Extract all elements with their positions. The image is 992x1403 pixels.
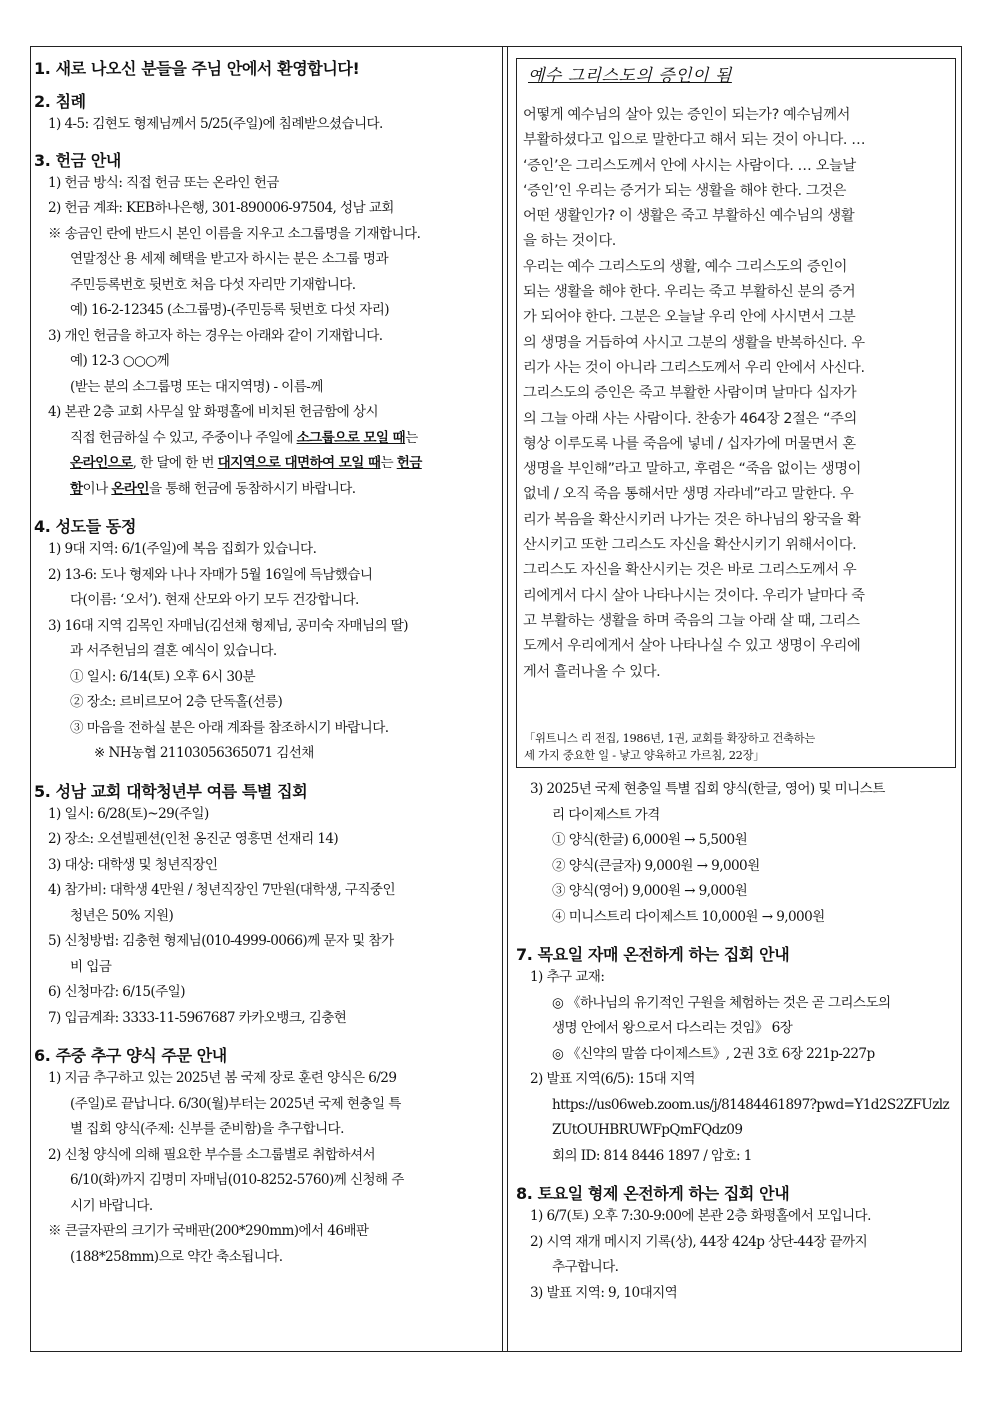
right-column-lower	[516, 777, 956, 1347]
section-title: 4. 성도들 동정	[34, 517, 137, 536]
emphasis-text: 함	[70, 480, 83, 497]
section-material-price	[516, 777, 956, 930]
note-line: (188*258mm)으로 약간 축소됩니다.	[70, 1248, 283, 1265]
text-span: 는	[405, 429, 418, 446]
list-item: 6) 신청마감: 6/15(주일)	[48, 984, 185, 1000]
quote-line: 되는 생활을 해야 한다. 우리는 죽고 부활하신 분의 증거	[523, 284, 856, 301]
list-item: 1) 헌금 방식: 직접 헌금 또는 온라인 헌금	[48, 174, 279, 191]
list-item: 1) 추구 교재:	[530, 969, 605, 985]
quote-line: 생명을 부인해”라고 말하고, 후렴은 “죽음 없이는 생명이	[523, 461, 862, 478]
quote-line: 형상 이루도록 나를 죽음에 넣네 / 십자가에 머물면서 혼	[523, 435, 856, 452]
section-material-order	[34, 1043, 492, 1270]
list-item: 4) 참가비: 대학생 4만원 / 청년직장인 7만원(대학생, 구직중인	[48, 882, 395, 898]
left-column	[34, 56, 492, 1346]
list-item-continued: 리 다이제스트 가격	[552, 806, 660, 823]
text-span: 직접 헌금하실 수 있고, 주중이나 주일에	[70, 429, 297, 446]
section-title: 3. 헌금 안내	[34, 150, 121, 170]
section-title: 5. 성남 교회 대학청년부 여름 특별 집회	[34, 781, 308, 801]
list-item: 2) 헌금 계좌: KEB하나은행, 301-890006-97504, 성남 교회	[48, 200, 394, 216]
section-title: 1. 새로 나오신 분들을 주님 안에서 환영합니다!	[34, 59, 360, 78]
price-item: ② 양식(큰글자) 9,000원 → 9,000원	[552, 857, 760, 874]
list-item-continued: (주일)로 끝납니다. 6/30(월)부터는 2025년 국제 현충일 특	[70, 1095, 401, 1112]
text-span: 이나	[82, 480, 112, 497]
reference-line: 세 가지 중요한 일 - 낳고 양육하고 가르침, 22장」	[524, 748, 765, 762]
account-line: ※ NH농협 21103056365071 김선채	[94, 745, 314, 761]
example-line: (받는 분의 소그룹명 또는 대지역명) - 이름-께	[70, 378, 323, 395]
emphasis-text: 대지역으로 대면하여 모일 때	[217, 455, 381, 471]
quote-line: 가 되어야 한다. 그분은 오늘날 우리 안에 사시면서 그분	[523, 309, 856, 326]
list-item-continued: 다(이름: ‘오서’). 현재 산모와 아기 모두 건강합니다.	[70, 592, 359, 608]
section-title: 2. 침례	[34, 92, 86, 111]
emphasis-text: 온라인으로	[70, 455, 133, 471]
list-item: 3) 개인 헌금을 하고자 하는 경우는 아래와 같이 기재합니다.	[48, 327, 383, 344]
section-brothers-meeting	[516, 1181, 956, 1306]
section-title: 6. 주중 추구 양식 주문 안내	[34, 1046, 227, 1065]
list-item: 2) 신청 양식에 의해 필요한 부수를 소그룹별로 취합하셔서	[48, 1146, 376, 1163]
quote-line: 을 하는 것이다.	[523, 233, 616, 250]
list-item-continued: 추구합니다.	[552, 1259, 619, 1275]
quote-reference	[524, 730, 817, 764]
column-divider-right	[507, 46, 508, 1352]
meeting-id: 회의 ID: 814 8446 1897 / 암호: 1	[552, 1147, 752, 1164]
note-line: ※ 송금인 란에 반드시 본인 이름을 지우고 소그룹명을 기재합니다.	[48, 225, 421, 242]
list-item-continued: 청년은 50% 지원)	[70, 907, 174, 924]
quote-line: 도께서 우리에게서 살아 나타나실 수 있고 생명이 우리에	[523, 638, 861, 655]
sub-item: ② 장소: 르비르모어 2층 단독홀(선릉)	[70, 694, 283, 710]
price-item: ① 양식(한글) 6,000원 → 5,500원	[552, 832, 748, 848]
list-item: 7) 입금계좌: 3333-11-5967687 카카오뱅크, 김충현	[48, 1009, 347, 1026]
quote-line: 산시키고 또한 그리스도 자신을 확산시키기 위해서이다.	[523, 537, 857, 554]
quote-line: ‘증인’은 그리스도께서 안에 사시는 사람이다. … 오늘날	[523, 157, 856, 174]
list-item: 1) 지금 추구하고 있는 2025년 봄 국제 장로 훈련 양식은 6/29	[48, 1070, 397, 1086]
section-title: 7. 목요일 자매 온전하게 하는 집회 안내	[516, 945, 790, 964]
note-line: 주민등록번호 뒷번호 처음 다섯 자리만 기재합니다.	[70, 276, 356, 293]
quote-line: 그리스도 자신을 확산시키는 것은 바로 그리스도께서 우	[523, 562, 857, 579]
quote-line: ‘증인’인 우리는 증거가 되는 생활을 해야 한다. 그것은	[523, 182, 847, 199]
quote-line: 리에게서 다시 살아 나타나시는 것이다. 우리가 날마다 죽	[523, 587, 865, 604]
price-item: ③ 양식(영어) 9,000원 → 9,000원	[552, 883, 748, 899]
book-item: ◎ 《신약의 말씀 다이제스트》, 2권 3호 6장 221p-227p	[552, 1045, 875, 1062]
book-item: ◎ 《하나님의 유기적인 구원을 체험하는 것은 곧 그리스도의	[552, 994, 891, 1011]
book-item-continued: 생명 안에서 왕으로서 다스리는 것임》 6장	[552, 1020, 793, 1036]
quote-title: 예수 그리스도의 증인이 됨	[528, 66, 732, 86]
section-sisters-meeting	[516, 942, 956, 1169]
quote-line: 고 부활하는 생활을 하며 죽음의 그늘 아래 살 때, 그리스	[523, 612, 860, 629]
section-baptism	[34, 89, 492, 138]
list-item: 2) 13-6: 도나 형제와 나나 자매가 5월 16일에 득남했습니	[48, 566, 373, 583]
quote-line: 리가 복음을 확산시키러 나가는 것은 하나님의 왕국을 확	[523, 511, 861, 528]
emphasis-text: 헌금	[396, 455, 422, 471]
list-item-continued: 시기 바랍니다.	[70, 1197, 153, 1214]
list-item: 3) 발표 지역: 9, 10대지역	[530, 1284, 678, 1301]
list-item-continued: 과 서주헌님의 결혼 예식이 있습니다.	[70, 643, 277, 659]
list-item-continued	[34, 451, 492, 477]
text-span: 을 통해 헌금에 동참하시기 바랍니다.	[148, 480, 356, 497]
sub-item: ① 일시: 6/14(토) 오후 6시 30분	[70, 668, 255, 685]
text-span: 는	[380, 455, 397, 471]
emphasis-text: 온라인	[111, 480, 149, 497]
section-title: 8. 토요일 형제 온전하게 하는 집회 안내	[516, 1184, 790, 1203]
quote-line: 의 생명을 거듭하여 사시고 그분의 생활을 반복하신다. 우	[523, 334, 865, 351]
example-line: 예) 12-3 ○○○께	[70, 353, 170, 369]
quote-line: 그리스도의 증인은 죽고 부활한 사람이며 날마다 십자가	[523, 385, 857, 402]
list-item-continued	[34, 477, 492, 503]
list-item: 2) 발표 지역(6/5): 15대 지역	[530, 1071, 695, 1087]
quote-line: 의 그늘 아래 사는 사람이다. 찬송가 464장 2절은 “주의	[523, 410, 857, 427]
note-line: 연말정산 용 세제 혜택을 받고자 하시는 분은 소그룹 명과	[70, 251, 388, 267]
quote-line: 없네 / 오직 죽음 통해서만 생명 자라네”라고 말한다. 우	[523, 486, 854, 503]
text-span: , 한 달에 한 번	[132, 455, 218, 471]
quote-line: 어떤 생활인가? 이 생활은 죽고 부활하신 예수님의 생활	[523, 208, 855, 225]
note-line: ※ 큰글자판의 크기가 국배판(200*290mm)에서 46배판	[48, 1223, 369, 1239]
section-offering	[34, 148, 492, 503]
quote-line: 게서 흘러나올 수 있다.	[523, 663, 661, 680]
list-item: 3) 대상: 대학생 및 청년직장인	[48, 856, 218, 873]
section-welcome	[34, 56, 492, 79]
list-item: 1) 9대 지역: 6/1(주일)에 복음 집회가 있습니다.	[48, 541, 317, 557]
list-item-continued: 비 입금	[70, 958, 112, 975]
section-summer-conference	[34, 779, 492, 1032]
quote-body	[523, 103, 951, 685]
list-item: 4) 본관 2층 교회 사무실 앞 화평홀에 비치된 헌금함에 상시	[48, 404, 378, 420]
list-item-continued: 별 집회 양식(주제: 신부를 준비함)을 추구합니다.	[70, 1121, 344, 1137]
list-item: 3) 16대 지역 김목인 자매님(김선채 형제님, 공미숙 자매님의 딸)	[48, 617, 408, 634]
emphasis-text: 소그룹으로 모일 때	[296, 429, 406, 446]
zoom-link-continued[interactable]: ZUtOUHBRUWFpQmFQdz09	[552, 1122, 743, 1138]
list-item: 1) 6/7(토) 오후 7:30-9:00에 본관 2층 화평홀에서 모입니다.	[530, 1208, 871, 1224]
list-item-continued: 6/10(화)까지 김명미 자매님(010-8252-5760)께 신청해 주	[70, 1172, 404, 1188]
list-item: 2) 장소: 오션빌펜션(인천 옹진군 영흥면 선재리 14)	[48, 831, 339, 847]
list-item: 1) 일시: 6/28(토)~29(주일)	[48, 805, 209, 822]
sub-item: ③ 마음을 전하실 분은 아래 계좌를 참조하시기 바랍니다.	[70, 719, 389, 736]
quote-line: 어떻게 예수님의 살아 있는 증인이 되는가? 예수님께서	[523, 107, 851, 123]
quote-line: 우리는 예수 그리스도의 생활, 예수 그리스도의 증인이	[523, 258, 848, 275]
column-divider-left	[502, 46, 503, 1352]
quote-line: 리가 사는 것이 아니라 그리스도께서 우리 안에서 사신다.	[523, 359, 865, 376]
list-item: 1) 4-5: 김현도 형제님께서 5/25(주일)에 침례받으셨습니다.	[48, 116, 383, 132]
quote-line: 부활하셨다고 입으로 말한다고 해서 되는 것이 아니다. …	[523, 132, 866, 149]
price-item: ④ 미니스트리 다이제스트 10,000원 → 9,000원	[552, 908, 825, 925]
list-item: 5) 신청방법: 김충현 형제님(010-4999-0066)께 문자 및 참가	[48, 933, 394, 949]
example-line: 예) 16-2-12345 (소그룹명)-(주민등록 뒷번호 다섯 자리)	[70, 302, 389, 318]
list-item-continued	[34, 426, 492, 452]
list-item: 2) 시역 재개 메시지 기록(상), 44장 424p 상단-44장 끝까지	[530, 1233, 868, 1250]
section-member-news	[34, 514, 492, 767]
zoom-link[interactable]: https://us06web.zoom.us/j/81484461897?pwd=Y1d2S2ZFUzlz	[552, 1096, 950, 1113]
reference-line: 「위트니스 리 전집, 1986년, 1권, 교회를 확장하고 건축하는	[524, 731, 815, 745]
list-item: 3) 2025년 국제 현충일 특별 집회 양식(한글, 영어) 및 미니스트	[530, 781, 885, 797]
